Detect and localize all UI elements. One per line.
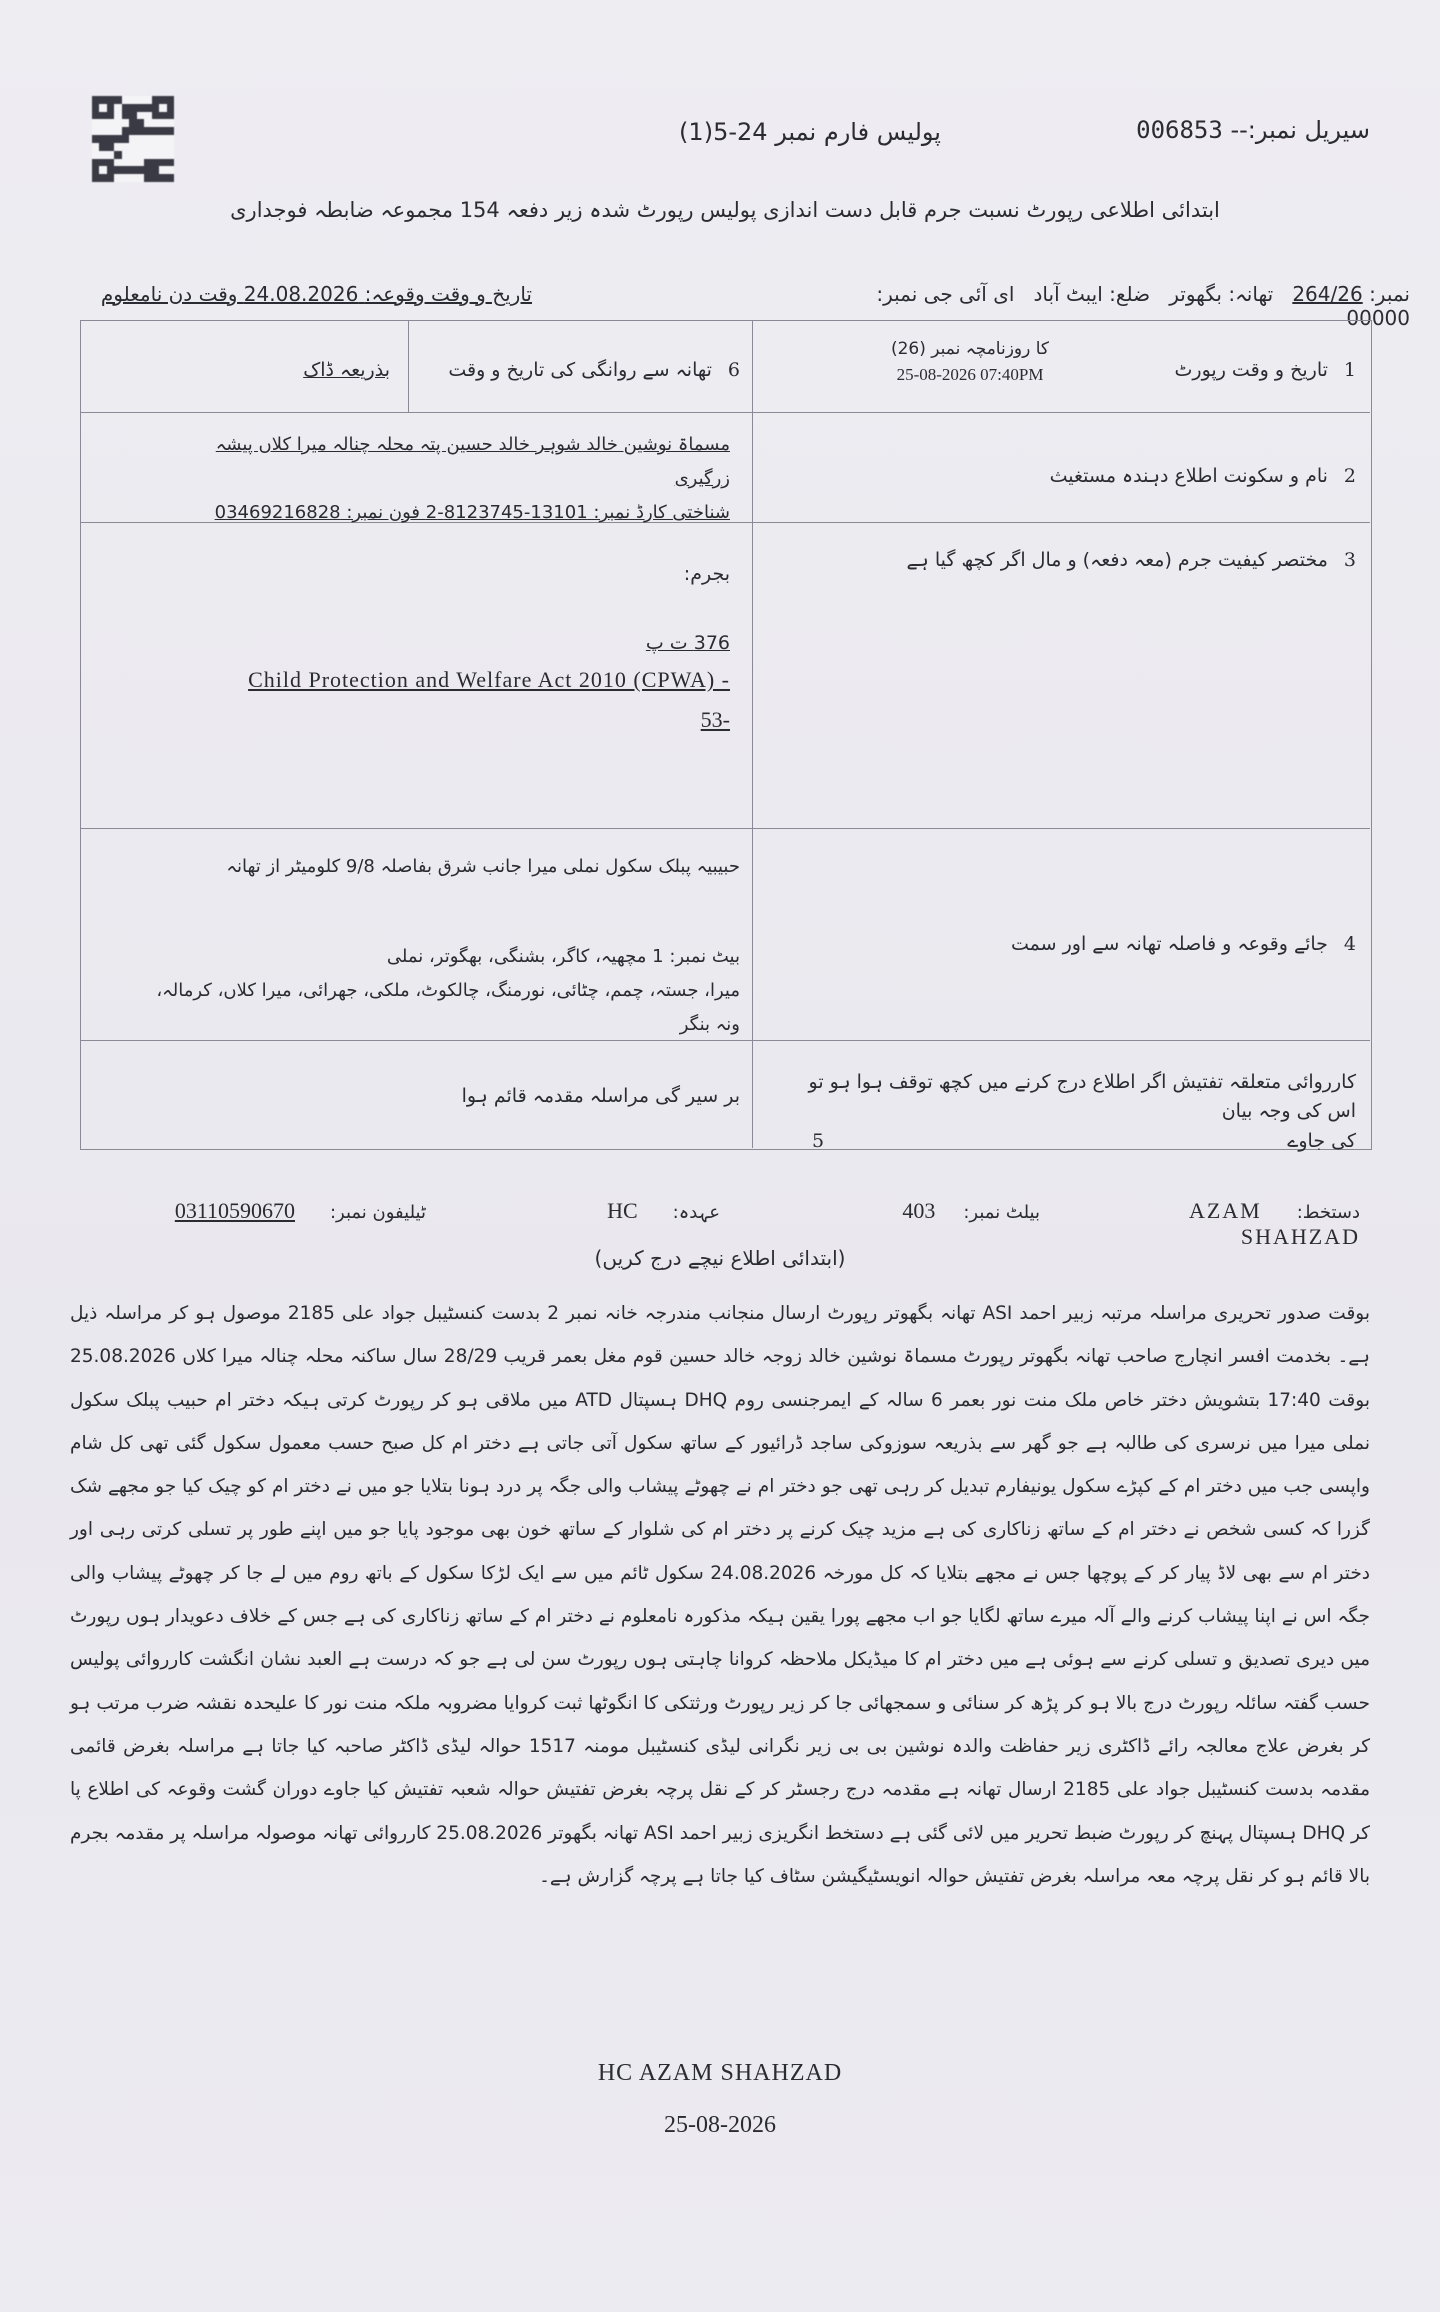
footer-officer: HC AZAM SHAHZAD xyxy=(597,2060,843,2086)
instruction-note: (ابتدائی اطلاع نیچے درج کریں) xyxy=(594,1246,846,1270)
row6-label: 6تھانہ سے روانگی کی تاریخ و وقت xyxy=(448,359,740,381)
district-label: ضلع: xyxy=(1109,282,1151,306)
row1-label: 1تاریخ و وقت رپورٹ xyxy=(1174,359,1356,381)
column-divider xyxy=(752,320,753,1148)
case-number-value: 264/26 xyxy=(1292,282,1363,306)
row-divider xyxy=(80,412,1370,413)
rank-label: عہدہ: xyxy=(672,1202,720,1223)
row1-value xyxy=(860,336,1080,389)
row5-number: 5 xyxy=(812,1129,825,1152)
serial-value: 006853 xyxy=(1136,116,1223,144)
row3-number: 3 xyxy=(1343,549,1356,571)
signature-label: دستخط: xyxy=(1296,1202,1360,1223)
row6-number: 6 xyxy=(727,359,740,381)
signature-block xyxy=(1070,1198,1360,1250)
offence-section-53: 53- xyxy=(700,706,730,732)
first-information-narrative: بوقت صدور تحریری مراسلہ مرتبہ زبیر احمد ASI تھانہ بگھوتر رپورٹ ارسال منجانب مندرجہ خانہ نمبر 2 بدست کنسٹیبل جواد علی 2185 موصول ہو کر مراسلہ ذیل ہے۔ بخدمت افسر انچارج صاحب تھانہ بگھوتر رپورٹ مسماۃ نوشین خالد زوجہ خالد حسین قوم مغل بعمر قریب 28/29 سال ساکنہ محلہ چنالہ میرا کلاں 25.08.2026 بوقت 17:40 بتشویش دختر خاص ملک منت نور بعمر 6 سالہ کے ایمرجنسی روم DHQ ہسپتال ATD میں ملاقی ہو کر رپورٹ کرتی ہیکہ دختر ام حبیب پبلک سکول نملی میرا میں نرسری کی طالبہ ہے جو گھر سے بذریعہ سوزوکی ساجد ڈرائیور کے ساتھ سکول آتی جاتی ہے دختر ام کل صبح حسب معمول سکول گئی تھی کل شام واپسی جب میں دختر ام کے کپڑے سکول یونیفارم تبدیل کر رہی تھی جو دختر ام نے چھوٹے پیشاب والی جگہ پر درد ہونا بتلایا جو میں نے دختر ام کو چیک کیا جو مجھے شک گزرا کہ کسی شخص نے دختر ام کے ساتھ زناکاری کی ہے مزید چیک کرنے پر دختر ام کی شلوار کے ساتھ خون بھی موجود پایا جو میں اپنے طور پر تسلی کرتی رہی اور دختر ام سے بھی لاڈ پیار کر کے پوچھا جس نے مجھے بتلایا کہ کل مورخہ 24.08.2026 سکول ٹائم میں سے ایک لڑکا سکول کے باتھ روم میں لے جا کر چھوٹے پیشاب والی جگہ اس نے اپنا پیشاب کرنے والے آلہ میرے ساتھ لگایا جو اب مجھے پورا یقین ہیکہ مذکورہ نامعلوم نے دختر ام کے ساتھ زناکاری کی ہے جس کے خلاف دعویدار ہوں رپورٹ میں دیری تصدیق و تسلی کرنے سے ہوئی ہے میں دختر ام کا میڈیکل ملاحظہ کروانا چاہتی ہوں رپورٹ سن لی ہے جو کہ درست ہے العبد نشان انگشت کارروائی پولیس حسب گفتہ سائلہ رپورٹ درج بالا ہو کر پڑھ کر سنائی و سمجھائی جا کر زیر رپورٹ ورثتکی کا انگوٹھا ثبت کروایا مضروبہ ملکہ منت نور کا علیحدہ نقشہ ضرب مرتب ہو کر بغرض علاج معالجہ رائے ڈاکٹری زیر حفاظت والدہ نوشین بی بی زیر نگرانی لیڈی کنسٹیبل مومنہ 1517 حوالہ لیڈی ڈاکٹر صاحبہ کیا جاتا ہے مراسلہ بغرض قائمی مقدمہ بدست کنسٹیبل جواد علی 2185 ارسال تھانہ ہے مقدمہ درج رجسٹر کر کے نقل پرچہ بغرض تفتیش حوالہ شعبہ تفتیش کیا جاوے دوران گشت وقوعہ کی اطلاع پا کر DHQ ہسپتال پہنچ کر رپورٹ ضبط تحریر میں لائی گئی ہے دستخط انگریزی زبیر احمد ASI تھانہ بگھوتر 25.08.2026 کارروائی تھانہ موصولہ مراسلہ پر مقدمہ بجرم بالا قائم ہو کر نقل پرچہ معہ مراسلہ بغرض تفتیش حوالہ انویسٹیگیشن سٹاف کیا جاتا ہے پرچہ گزارش ہے۔ xyxy=(70,1303,1371,1887)
roznamcha-number: کا روزنامچہ نمبر (26) xyxy=(890,339,1050,359)
offence-section-ppc: 376 ت پ xyxy=(645,632,730,655)
row3-value xyxy=(140,560,730,737)
case-number-label: نمبر: xyxy=(1369,282,1410,306)
row2-label: 2نام و سکونت اطلاع دہندہ مستغیث xyxy=(1049,465,1356,487)
column-divider xyxy=(408,320,409,412)
row-divider xyxy=(80,828,1370,829)
occurrence-date-label: تاریخ و وقت وقوعہ: xyxy=(364,282,532,306)
beat-number: بیٹ نمبر: 1 مچھیہ، کاگر، بشنگی، بھگوتر، نملی xyxy=(386,946,740,967)
row2-number: 2 xyxy=(1343,465,1356,487)
occurrence-date-value: 24.08.2026 xyxy=(243,282,359,306)
occurrence-time-label: وقت دن نامعلوم xyxy=(100,282,238,306)
thana-label: تھانہ: xyxy=(1228,282,1274,306)
row1-number: 1 xyxy=(1343,359,1356,381)
row6-value: بذریعہ ڈاک xyxy=(303,359,390,381)
row5-label: کارروائی متعلقہ تفتیش اگر اطلاع درج کرنے میں کچھ توقف ہوا ہو تو اس کی وجہ بیان کی جاوے 5 xyxy=(796,1068,1356,1156)
occurrence-datetime xyxy=(92,282,532,306)
belt-value: 403 xyxy=(902,1198,936,1223)
row4-number: 4 xyxy=(1343,933,1356,955)
report-datetime: 25-08-2026 07:40PM xyxy=(896,365,1044,385)
eig-label: ای آئی جی نمبر: xyxy=(876,282,1015,306)
row4-label: 4جائے وقوعہ و فاصلہ تھانہ سے اور سمت xyxy=(1011,933,1356,955)
phone-value: 03110590670 xyxy=(174,1198,295,1223)
qr-code-image xyxy=(92,96,174,182)
rank-block xyxy=(540,1198,720,1224)
row3-label: 3مختصر کیفیت جرم (معہ دفعہ) و مال اگر کچھ گیا ہے xyxy=(906,549,1356,571)
offence-act: Child Protection and Welfare Act 2010 (CPWA) - xyxy=(248,666,730,692)
row4-value xyxy=(140,850,740,1042)
complainant-cnic-phone: شناختی کارڈ نمبر: 13101-8123745-2 فون نمبر: 03469216828 xyxy=(214,502,730,523)
rank-value: HC xyxy=(607,1198,638,1223)
district-value: ایبٹ آباد xyxy=(1033,282,1103,306)
serial-label: سیریل نمبر:-- xyxy=(1230,116,1370,144)
offence-prefix: بجرم: xyxy=(683,563,730,585)
belt-label: بیلٹ نمبر: xyxy=(963,1202,1040,1223)
row2-value xyxy=(170,428,730,530)
phone-label: ٹیلیفون نمبر: xyxy=(329,1202,426,1223)
eig-value: 00000 xyxy=(1346,306,1410,330)
serial-number xyxy=(1136,116,1370,144)
beat-areas: میرا، جستہ، چمم، چٹائی، نورمنگ، چالکوٹ، ملکی، جھرائی، میرا کلاں، کرمالہ، ونہ بنگر xyxy=(156,980,740,1035)
phone-block xyxy=(96,1198,426,1224)
complainant-name-address: مسماۃ نوشین خالد شوہر خالد حسین پتہ محلہ چنالہ میرا کلاں پیشہ زرگیری xyxy=(215,434,730,489)
belt-block xyxy=(850,1198,1040,1224)
footer-date: 25-08-2026 xyxy=(664,2112,776,2138)
document-title: ابتدائی اطلاعی رپورٹ نسبت جرم قابل دست اندازی پولیس رپورٹ شدہ زیر دفعہ 154 مجموعہ ضابطہ فوجداری xyxy=(230,198,1220,222)
place-of-occurrence: حبیبیہ پبلک سکول نملی میرا جانب شرق بفاصلہ 9/8 کلومیٹر از تھانہ xyxy=(226,856,740,877)
row5-value: بر سیر گی مراسلہ مقدمہ قائم ہوا xyxy=(461,1085,740,1107)
thana-value: بگھوتر xyxy=(1169,282,1222,306)
police-form-number: پولیس فارم نمبر 24-5(1) xyxy=(679,118,941,146)
officer-name: AZAM SHAHZAD xyxy=(1188,1198,1360,1249)
